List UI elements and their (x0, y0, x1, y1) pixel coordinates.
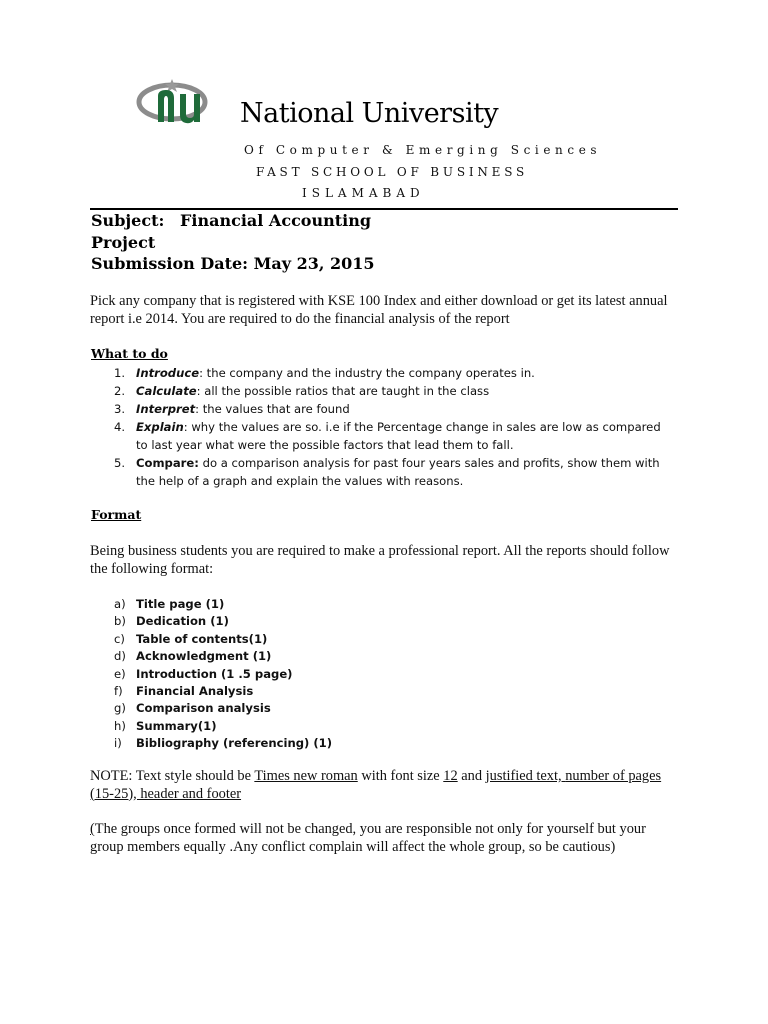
item-separator: : (195, 402, 200, 416)
item-number: 4. (114, 420, 126, 434)
item-text: Summary(1) (136, 718, 217, 733)
format-list (114, 596, 414, 753)
item-text: all the possible ratios that are taught in the class (200, 384, 490, 398)
item-letter: a) (114, 597, 126, 611)
item-letter: e) (114, 666, 126, 681)
item-letter: c) (114, 631, 125, 646)
note-font: Times new roman (254, 768, 358, 784)
item-letter: b) (114, 614, 126, 629)
list-item (114, 613, 414, 630)
item-letter: i) (114, 736, 122, 751)
note-mid2: and (457, 768, 486, 784)
item-keyword: Explain (136, 420, 184, 434)
university-name: National University (240, 98, 499, 129)
header-divider (90, 208, 678, 210)
item-separator: : (183, 420, 188, 434)
list-item (114, 364, 674, 382)
item-keyword: Interpret (136, 402, 196, 416)
note-mid1: with font size (357, 768, 444, 784)
note-paragraph (90, 768, 680, 803)
item-text: Bibliography (referencing) (1) (136, 736, 333, 751)
school-name: FAST SCHOOL OF BUSINESS (256, 165, 529, 179)
list-item (114, 718, 414, 735)
subject-label: Subject: (91, 211, 165, 230)
list-item (114, 596, 414, 613)
item-text: Table of contents(1) (136, 631, 268, 646)
what-to-do-list (114, 364, 674, 490)
item-text: do a comparison analysis for past four years sales and profits, show them with the help of a graph and explain the values with reasons. (136, 456, 660, 488)
item-letter: g) (114, 701, 126, 716)
item-keyword: Introduce (136, 366, 200, 380)
campus-name: ISLAMABAD (302, 186, 425, 200)
item-keyword: Calculate (136, 384, 197, 398)
subject-value: Financial Accounting (180, 211, 372, 230)
list-item (114, 648, 414, 665)
university-logo (136, 78, 220, 130)
list-item (114, 631, 414, 648)
closing-text: The groups once formed will not be changed, you are responsible not only for yourself but your group members equally .Any conflict complain will affect the whole group, so be cautious) (90, 821, 646, 855)
note-size: 12 (443, 768, 458, 784)
list-item (114, 683, 414, 700)
university-subtitle: Of Computer & Emerging Sciences (244, 143, 602, 157)
item-text: Acknowledgment (1) (136, 649, 272, 664)
item-text: Dedication (1) (136, 614, 229, 629)
closing-paragraph (90, 821, 680, 856)
intro-paragraph: Pick any company that is registered with KSE 100 Index and either download or get its latest annual report i.e 2014. You are required to do the financial analysis of the report (90, 293, 668, 327)
submission-date: Submission Date: May 23, 2015 (91, 254, 375, 273)
item-letter: d) (114, 649, 126, 664)
format-heading: Format (91, 507, 142, 522)
item-text: Comparison analysis (136, 701, 271, 716)
note-justified: justified text, (485, 768, 566, 784)
item-number: 5. (114, 456, 126, 470)
list-item (114, 666, 414, 683)
subject-line (91, 211, 372, 230)
item-keyword: Compare: (136, 456, 199, 470)
item-number: 1. (114, 366, 126, 380)
note-pages: number of pages (15-25), header and footer (90, 768, 662, 802)
item-number: 3. (114, 402, 126, 416)
closing-paren: ( (90, 821, 95, 837)
item-text: Financial Analysis (136, 684, 254, 699)
item-separator: : (196, 384, 201, 398)
item-separator: : (199, 366, 203, 380)
list-item (114, 382, 674, 400)
list-item (114, 735, 414, 752)
item-text: the company and the industry the company operates in. (203, 366, 535, 380)
list-item (114, 700, 414, 717)
project-label: Project (91, 233, 156, 252)
note-prefix: NOTE: Text style should be (90, 768, 255, 784)
what-to-do-heading: What to do (91, 346, 168, 361)
item-text: why the values are so. i.e if the Percentage change in sales are low as compared to last year what were the possible factors that lead them to fall. (136, 420, 661, 452)
item-letter: f) (114, 684, 123, 699)
format-intro: Being business students you are required to make a professional report. All the reports should follow the following format: (90, 543, 670, 577)
item-text: Introduction (1 .5 page) (136, 666, 293, 681)
item-text: Title page (1) (136, 597, 225, 611)
nu-logo-icon (136, 78, 220, 130)
list-item (114, 418, 674, 454)
list-item (114, 400, 674, 418)
item-text: the values that are found (199, 402, 350, 416)
item-letter: h) (114, 718, 126, 733)
item-number: 2. (114, 384, 126, 398)
list-item (114, 454, 674, 490)
